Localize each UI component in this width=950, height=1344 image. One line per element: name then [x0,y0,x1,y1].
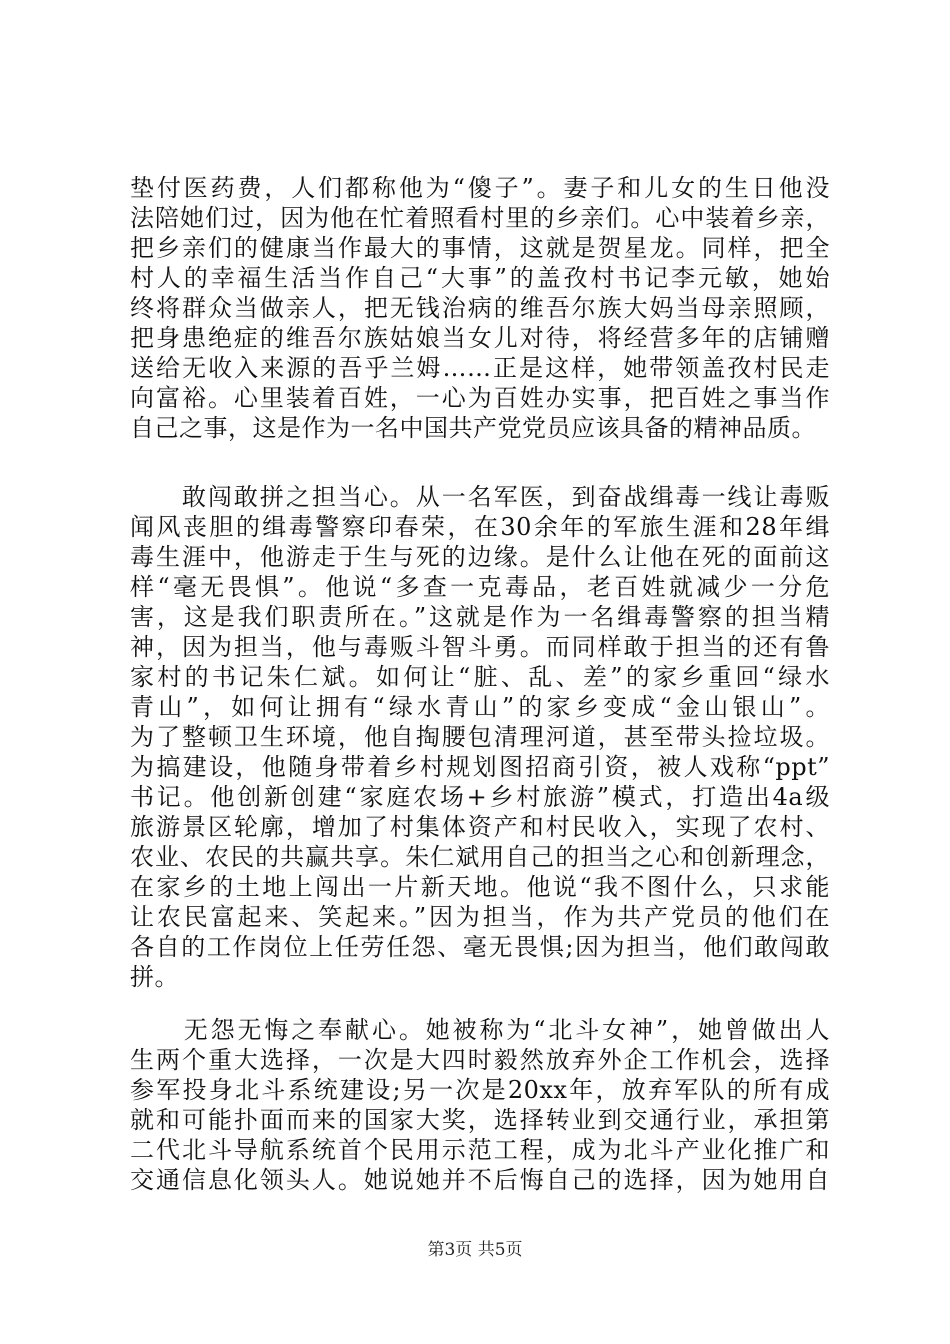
text-line: 敢闯敢拼之担当心。从一名军医，到奋战缉毒一线让毒贩 [130,483,830,511]
text-line: 书记。他创新创建“家庭农场+乡村旅游”模式，打造出4a级 [130,783,830,811]
text-line: 生两个重大选择，一次是大四时毅然放弃外企工作机会，选择 [130,1046,830,1074]
text-line: 垫付医药费，人们都称他为“傻子”。妻子和儿女的生日他没 [130,174,830,202]
text-line: 害，这是我们职责所在。”这就是作为一名缉毒警察的担当精 [130,603,830,631]
text-line: 二代北斗导航系统首个民用示范工程，成为北斗产业化推广和 [130,1136,830,1164]
text-line: 在家乡的土地上闯出一片新天地。他说“我不图什么，只求能 [130,873,830,901]
text-line: 参军投身北斗系统建设;另一次是20xx年，放弃军队的所有成 [130,1076,830,1104]
text-line: 让农民富起来、笑起来。”因为担当，作为共产党员的他们在 [130,903,830,931]
text-line: 送给无收入来源的吾乎兰姆……正是这样，她带领盖孜村民走 [130,354,830,382]
text-line: 为搞建设，他随身带着乡村规划图招商引资，被人戏称“ppt” [130,753,830,781]
text-line: 为了整顿卫生环境，他自掏腰包清理河道，甚至带头捡垃圾。 [130,723,830,751]
paragraph-3 [130,1015,830,1195]
text-line: 毒生涯中，他游走于生与死的边缘。是什么让他在死的面前这 [130,543,830,571]
text-line: 闻风丧胆的缉毒警察印春荣，在30余年的军旅生涯和28年缉 [130,513,830,541]
text-line: 交通信息化领头人。她说她并不后悔自己的选择，因为她用自 [130,1166,830,1194]
text-line: 向富裕。心里装着百姓，一心为百姓办实事，把百姓之事当作 [130,384,830,412]
text-line: 就和可能扑面而来的国家大奖，选择转业到交通行业，承担第 [130,1106,830,1134]
paragraph-1 [130,173,830,443]
text-line: 青山”，如何让拥有“绿水青山”的家乡变成“金山银山”。 [130,693,830,721]
text-line: 样“毫无畏惧”。他说“多查一克毒品，老百姓就减少一分危 [130,573,830,601]
text-line: 家村的书记朱仁斌。如何让“脏、乱、差”的家乡重回“绿水 [130,663,830,691]
text-line: 把乡亲们的健康当作最大的事情，这就是贺星龙。同样，把全 [130,234,830,262]
page-footer: 第3页 共5页 [427,1240,523,1260]
text-line: 农业、农民的共赢共享。朱仁斌用自己的担当之心和创新理念， [130,843,830,871]
text-line: 旅游景区轮廓，增加了村集体资产和村民收入，实现了农村、 [130,813,830,841]
text-line: 自己之事，这是作为一名中国共产党党员应该具备的精神品质。 [130,414,816,442]
text-line: 法陪她们过，因为他在忙着照看村里的乡亲们。心中装着乡亲， [130,204,830,232]
text-line: 拼。 [130,963,179,991]
text-line: 村人的幸福生活当作自己“大事”的盖孜村书记李元敏，她始 [130,264,830,292]
text-line: 各自的工作岗位上任劳任怨、毫无畏惧;因为担当，他们敢闯敢 [130,933,830,961]
text-line: 无怨无悔之奉献心。她被称为“北斗女神”，她曾做出人 [130,1016,830,1044]
text-line: 神，因为担当，他与毒贩斗智斗勇。而同样敢于担当的还有鲁 [130,633,830,661]
paragraph-2 [130,482,830,992]
text-line: 把身患绝症的维吾尔族姑娘当女儿对待，将经营多年的店铺赠 [130,324,830,352]
text-line: 终将群众当做亲人，把无钱治病的维吾尔族大妈当母亲照顾， [130,294,830,322]
